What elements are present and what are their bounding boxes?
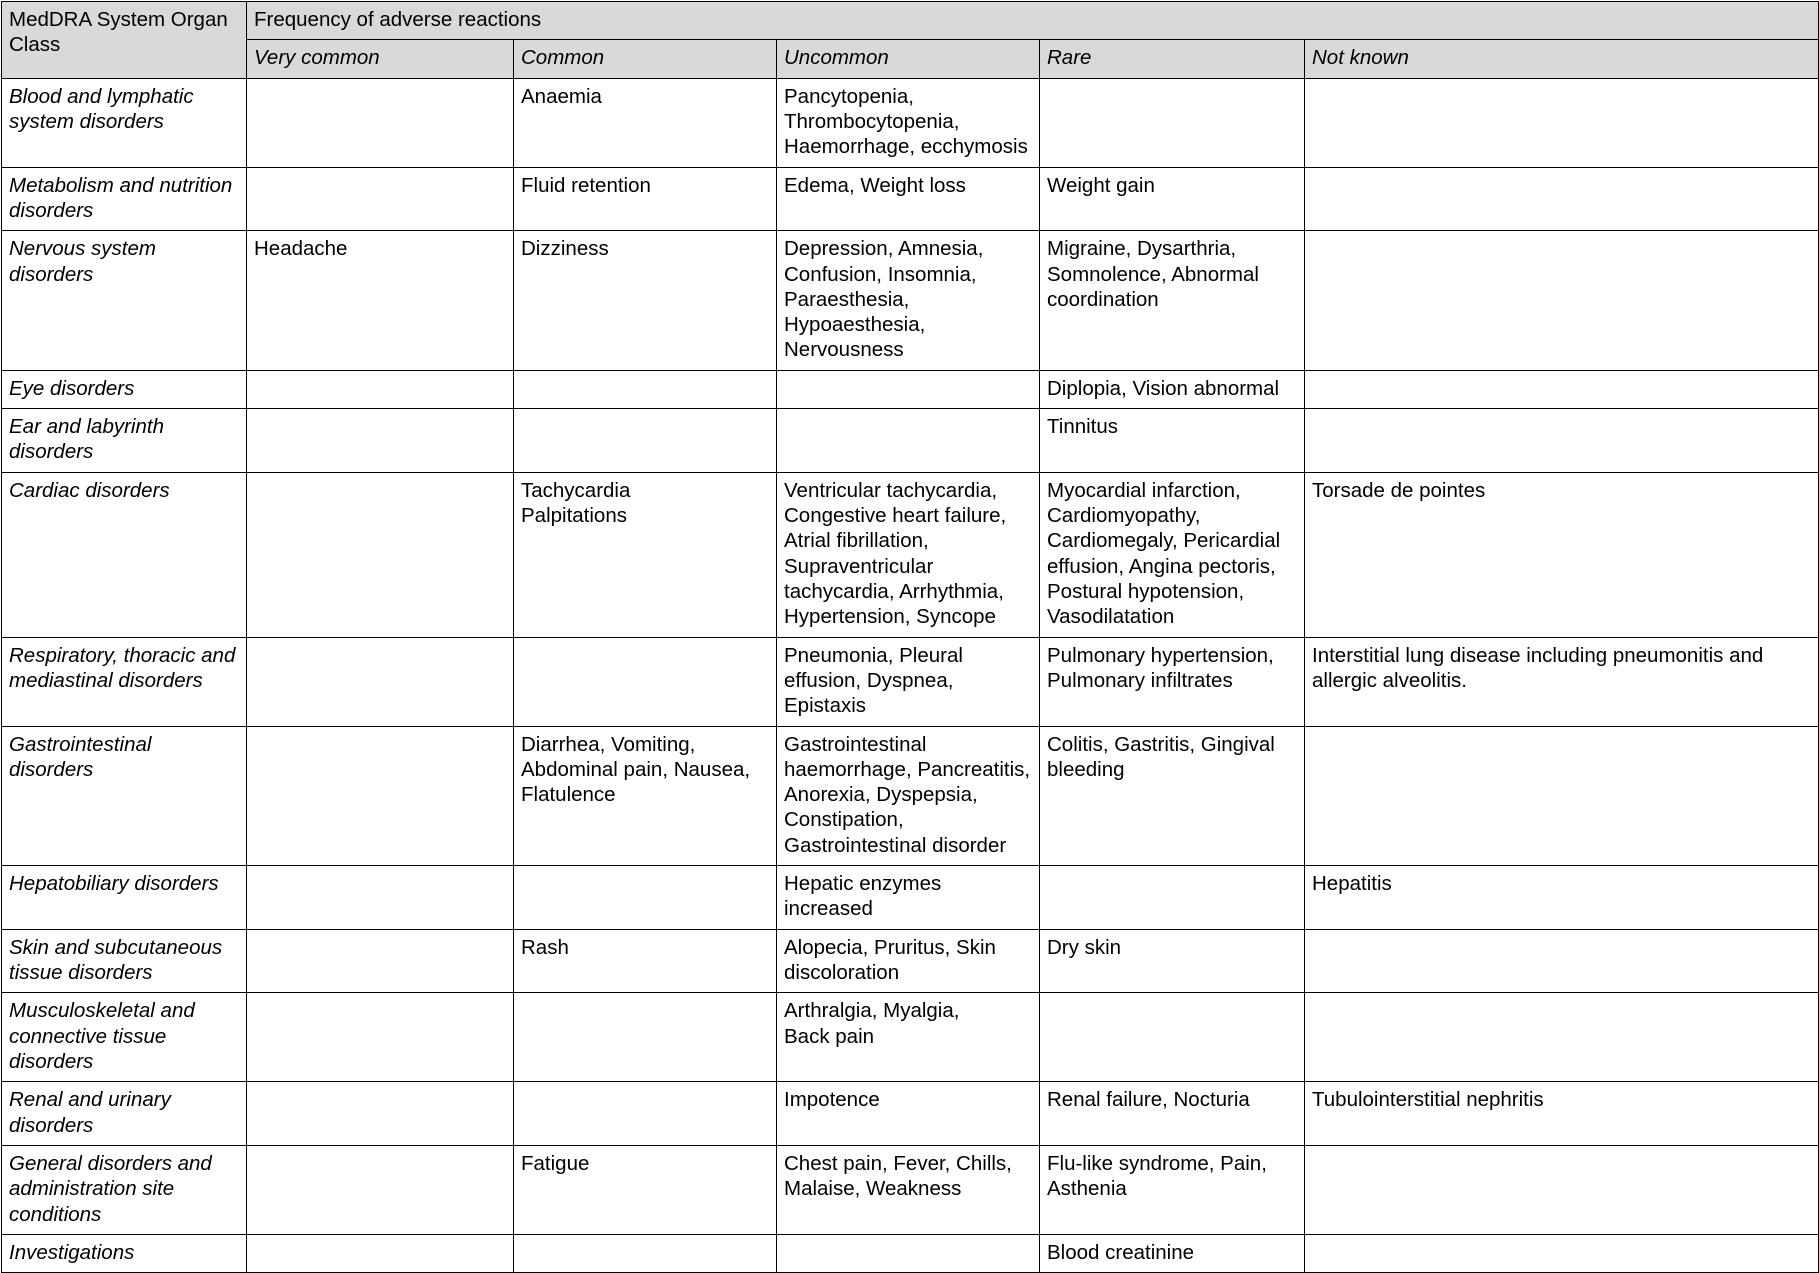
cell-very-common [247, 637, 514, 726]
cell-rare: Dry skin [1040, 929, 1305, 993]
cell-system-organ-class: Renal and urinary disorders [2, 1082, 247, 1146]
cell-common [514, 993, 777, 1082]
cell-common [514, 1234, 777, 1272]
cell-uncommon: Pneumonia, Pleural effusion, Dyspnea, Epistaxis [777, 637, 1040, 726]
cell-system-organ-class: Eye disorders [2, 370, 247, 408]
cell-common: Tachycardia Palpitations [514, 472, 777, 637]
cell-rare: Blood creatinine [1040, 1234, 1305, 1272]
cell-common: Anaemia [514, 78, 777, 167]
column-header-rare: Rare [1040, 40, 1305, 78]
cell-very-common [247, 78, 514, 167]
cell-common: Fatigue [514, 1145, 777, 1234]
cell-rare: Diplopia, Vision abnormal [1040, 370, 1305, 408]
cell-rare: Colitis, Gastritis, Gingival bleeding [1040, 726, 1305, 866]
cell-rare: Renal failure, Nocturia [1040, 1082, 1305, 1146]
cell-system-organ-class: Ear and labyrinth disorders [2, 409, 247, 473]
cell-uncommon: Hepatic enzymes increased [777, 866, 1040, 930]
cell-uncommon: Chest pain, Fever, Chills, Malaise, Weakness [777, 1145, 1040, 1234]
cell-not-known [1305, 231, 1819, 371]
cell-system-organ-class: Cardiac disorders [2, 472, 247, 637]
cell-very-common [247, 1234, 514, 1272]
cell-very-common [247, 1145, 514, 1234]
cell-very-common [247, 726, 514, 866]
cell-not-known: Torsade de pointes [1305, 472, 1819, 637]
cell-uncommon: Pancytopenia, Thrombocytopenia, Haemorrhage, ecchymosis [777, 78, 1040, 167]
cell-uncommon [777, 1234, 1040, 1272]
cell-system-organ-class: Blood and lymphatic system disorders [2, 78, 247, 167]
cell-rare [1040, 866, 1305, 930]
cell-not-known: Interstitial lung disease including pneumonitis and allergic alveolitis. [1305, 637, 1819, 726]
cell-system-organ-class: Gastrointestinal disorders [2, 726, 247, 866]
table-row [2, 929, 1819, 993]
cell-uncommon: Gastrointestinal haemorrhage, Pancreatitis, Anorexia, Dyspepsia, Constipation, Gastrointestinal disorder [777, 726, 1040, 866]
cell-uncommon: Alopecia, Pruritus, Skin discoloration [777, 929, 1040, 993]
cell-rare [1040, 993, 1305, 1082]
cell-uncommon [777, 409, 1040, 473]
cell-common [514, 866, 777, 930]
header-row-top [2, 2, 1819, 40]
cell-not-known [1305, 167, 1819, 231]
cell-not-known [1305, 370, 1819, 408]
column-header-very-common: Very common [247, 40, 514, 78]
table-header [2, 2, 1819, 79]
cell-very-common: Headache [247, 231, 514, 371]
cell-very-common [247, 993, 514, 1082]
cell-common [514, 637, 777, 726]
table-row [2, 472, 1819, 637]
cell-very-common [247, 866, 514, 930]
cell-system-organ-class: General disorders and administration site conditions [2, 1145, 247, 1234]
cell-system-organ-class: Nervous system disorders [2, 231, 247, 371]
cell-rare: Pulmonary hypertension, Pulmonary infiltrates [1040, 637, 1305, 726]
cell-very-common [247, 929, 514, 993]
cell-common [514, 1082, 777, 1146]
cell-very-common [247, 370, 514, 408]
table-row [2, 1082, 1819, 1146]
cell-uncommon: Impotence [777, 1082, 1040, 1146]
cell-uncommon: Ventricular tachycardia, Congestive heart failure, Atrial fibrillation, Supraventricular tachycardia, Arrhythmia, Hypertension, Syncope [777, 472, 1040, 637]
cell-rare: Tinnitus [1040, 409, 1305, 473]
column-header-frequency-group: Frequency of adverse reactions [247, 2, 1819, 40]
cell-system-organ-class: Hepatobiliary disorders [2, 866, 247, 930]
cell-not-known: Hepatitis [1305, 866, 1819, 930]
cell-rare: Flu-like syndrome, Pain, Asthenia [1040, 1145, 1305, 1234]
table-body [2, 78, 1819, 1273]
cell-common [514, 409, 777, 473]
cell-very-common [247, 1082, 514, 1146]
cell-not-known [1305, 1234, 1819, 1272]
cell-uncommon [777, 370, 1040, 408]
cell-not-known [1305, 993, 1819, 1082]
cell-rare: Myocardial infarction, Cardiomyopathy, Cardiomegaly, Pericardial effusion, Angina pectoris, Postural hypotension, Vasodilatation [1040, 472, 1305, 637]
cell-not-known: Tubulointerstitial nephritis [1305, 1082, 1819, 1146]
column-header-not-known: Not known [1305, 40, 1819, 78]
cell-uncommon: Depression, Amnesia, Confusion, Insomnia, Paraesthesia, Hypoaesthesia, Nervousness [777, 231, 1040, 371]
table-row [2, 1234, 1819, 1272]
cell-not-known [1305, 409, 1819, 473]
cell-uncommon: Arthralgia, Myalgia, Back pain [777, 993, 1040, 1082]
cell-system-organ-class: Musculoskeletal and connective tissue disorders [2, 993, 247, 1082]
table-row [2, 866, 1819, 930]
header-row-frequencies [2, 40, 1819, 78]
table-row [2, 231, 1819, 371]
cell-common: Diarrhea, Vomiting, Abdominal pain, Nausea, Flatulence [514, 726, 777, 866]
cell-system-organ-class: Skin and subcutaneous tissue disorders [2, 929, 247, 993]
cell-rare: Migraine, Dysarthria, Somnolence, Abnormal coordination [1040, 231, 1305, 371]
cell-uncommon: Edema, Weight loss [777, 167, 1040, 231]
cell-rare [1040, 78, 1305, 167]
table-row [2, 370, 1819, 408]
cell-not-known [1305, 726, 1819, 866]
cell-very-common [247, 409, 514, 473]
table-row [2, 726, 1819, 866]
cell-very-common [247, 167, 514, 231]
cell-system-organ-class: Respiratory, thoracic and mediastinal disorders [2, 637, 247, 726]
cell-rare: Weight gain [1040, 167, 1305, 231]
table-row [2, 409, 1819, 473]
column-header-system-organ-class: MedDRA System Organ Class [2, 2, 247, 79]
cell-common: Fluid retention [514, 167, 777, 231]
column-header-common: Common [514, 40, 777, 78]
cell-not-known [1305, 929, 1819, 993]
cell-not-known [1305, 1145, 1819, 1234]
cell-system-organ-class: Metabolism and nutrition disorders [2, 167, 247, 231]
cell-common [514, 370, 777, 408]
table-row [2, 637, 1819, 726]
cell-common: Dizziness [514, 231, 777, 371]
cell-very-common [247, 472, 514, 637]
cell-not-known [1305, 78, 1819, 167]
table-row [2, 78, 1819, 167]
table-row [2, 167, 1819, 231]
table-row [2, 993, 1819, 1082]
column-header-uncommon: Uncommon [777, 40, 1040, 78]
cell-system-organ-class: Investigations [2, 1234, 247, 1272]
table-row [2, 1145, 1819, 1234]
cell-common: Rash [514, 929, 777, 993]
adverse-reactions-table [1, 1, 1819, 1273]
